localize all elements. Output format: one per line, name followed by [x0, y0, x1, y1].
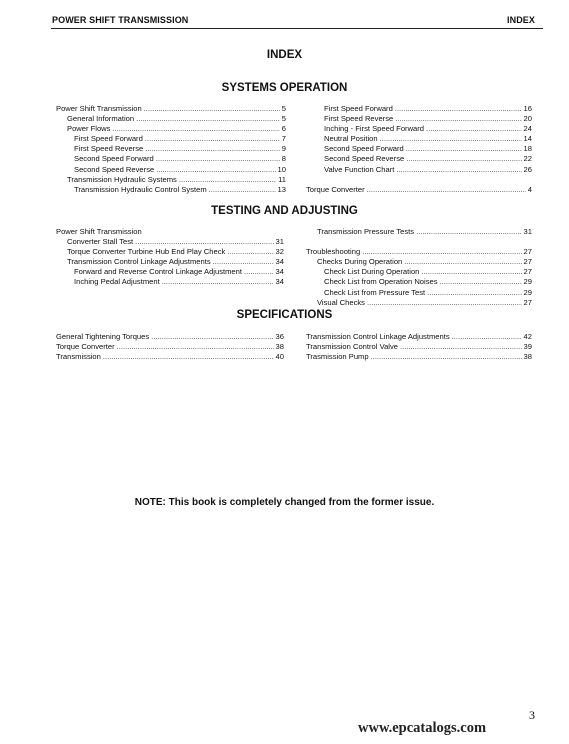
toc-leader-dots [426, 124, 522, 134]
toc-spacer [306, 237, 532, 247]
toc-entry-page: 5 [281, 114, 286, 124]
toc-entry-page: 7 [281, 134, 286, 144]
toc-entry [306, 267, 532, 277]
toc-entry-page: 18 [523, 144, 532, 154]
toc-entry-label: Check List from Operation Noises [324, 277, 438, 287]
toc-leader-dots [396, 165, 521, 175]
toc-entry-label: Transmission Control Valve [306, 342, 398, 352]
toc-entry-page: 27 [523, 297, 532, 307]
toc-entry-page: 22 [523, 154, 532, 164]
toc-entry [56, 124, 286, 134]
toc-entry [56, 227, 284, 237]
toc-leader-dots [156, 165, 275, 175]
toc-leader-dots [400, 342, 522, 352]
toc-leader-dots [227, 247, 273, 257]
header-rule [51, 28, 543, 29]
toc-spacer [306, 175, 532, 185]
toc-entry [306, 298, 532, 308]
toc-leader-dots [103, 352, 274, 362]
toc-leader-dots [209, 185, 276, 195]
toc-column [306, 227, 532, 308]
toc-entry [306, 144, 532, 154]
toc-column [56, 332, 284, 362]
toc-leader-dots [151, 332, 273, 342]
page-number: 3 [529, 708, 535, 722]
toc-leader-dots [404, 257, 521, 267]
toc-leader-dots [395, 114, 521, 124]
toc-entry-label: Inching Pedal Adjustment [74, 277, 160, 287]
header-left: POWER SHIFT TRANSMISSION [52, 15, 189, 25]
toc-entry [56, 257, 284, 267]
toc-entry-page: 9 [281, 144, 286, 154]
toc-leader-dots [145, 144, 280, 154]
toc-entry [56, 175, 286, 185]
toc-entry-page: 34 [275, 267, 284, 277]
toc-entry-label: General Information [67, 114, 135, 124]
toc-leader-dots [179, 175, 276, 185]
toc-leader-dots [406, 144, 522, 154]
toc-entry [306, 185, 532, 195]
toc-entry [306, 352, 532, 362]
toc-entry-page: 5 [281, 104, 286, 113]
toc-entry-page: 27 [523, 247, 532, 257]
toc-entry [306, 134, 532, 144]
toc-entry [306, 154, 532, 164]
toc-entry-label: Forward and Reverse Control Linkage Adjustment [74, 267, 242, 277]
toc-entry-page: 6 [281, 124, 286, 134]
toc-entry-page: 13 [277, 184, 286, 194]
toc-leader-dots [406, 154, 521, 164]
toc-entry-label: Check List During Operation [324, 267, 420, 277]
toc-leader-dots [162, 277, 274, 287]
toc-entry [306, 288, 532, 298]
toc-leader-dots [117, 342, 274, 352]
toc-leader-dots [380, 134, 522, 144]
toc-entry [56, 277, 284, 287]
toc-entry [306, 342, 532, 352]
toc-entry-label: Transmission Control Linkage Adjustments [306, 332, 450, 341]
toc-entry-page: 10 [277, 164, 286, 174]
section-title-systems-operation: SYSTEMS OPERATION [221, 82, 348, 94]
toc-entry-page: 4 [527, 184, 532, 194]
toc-entry-label: Converter Stall Test [67, 237, 134, 247]
toc-entry-page: 20 [523, 114, 532, 124]
toc-entry-label: First Speed Forward [324, 104, 393, 113]
toc-entry-label: Inching - First Speed Forward [324, 124, 425, 134]
toc-entry-label: Trasmission Pump [306, 352, 369, 362]
toc-entry [56, 237, 284, 247]
toc-leader-dots [371, 352, 522, 362]
toc-entry-page: 40 [275, 352, 284, 362]
toc-entry-page: 42 [523, 332, 532, 341]
toc-entry-page: 36 [275, 332, 284, 341]
toc-entry-page: 29 [523, 277, 532, 287]
toc-entry [56, 114, 286, 124]
toc-entry-label: Transmission Pressure Tests [317, 227, 415, 236]
toc-leader-dots [367, 185, 526, 195]
section-title-testing-adjusting: TESTING AND ADJUSTING [211, 205, 358, 217]
toc-entry-page: 38 [523, 352, 532, 362]
toc-entry-label: Check List from Pressure Test [324, 287, 426, 297]
toc-entry-label: Second Speed Reverse [324, 154, 405, 164]
toc-entry-page: 31 [523, 227, 532, 236]
toc-entry [306, 124, 532, 134]
toc-entry [56, 104, 286, 114]
toc-entry [56, 144, 286, 154]
toc-entry-label: Valve Function Chart [324, 164, 395, 174]
toc-leader-dots [427, 288, 521, 298]
toc-entry-page: 26 [523, 164, 532, 174]
toc-entry-page: 34 [275, 257, 284, 267]
toc-entry [56, 185, 286, 195]
toc-entry [306, 247, 532, 257]
toc-leader-dots [213, 257, 274, 267]
toc-entry-label: Power Shift Transmission [56, 227, 142, 236]
toc-entry [56, 154, 286, 164]
toc-entry-page: 29 [523, 287, 532, 297]
toc-entry-page: 11 [278, 174, 286, 184]
toc-column [56, 227, 284, 288]
watermark-url: www.epcatalogs.com [358, 720, 487, 736]
toc-leader-dots [136, 114, 280, 124]
toc-column [306, 332, 532, 362]
toc-entry-label: Transmission Hydraulic Systems [67, 174, 177, 184]
toc-entry-page: 38 [275, 342, 284, 352]
toc-leader-dots [112, 124, 279, 134]
toc-entry-page: 8 [281, 154, 286, 164]
toc-entry-page: 27 [523, 267, 532, 277]
toc-entry [306, 277, 532, 287]
toc-leader-dots [362, 247, 521, 257]
toc-leader-dots [395, 104, 522, 114]
toc-entry [56, 267, 284, 277]
toc-entry-label: Second Speed Reverse [74, 164, 155, 174]
toc-entry [306, 257, 532, 267]
toc-entry-label: Visual Checks [317, 297, 365, 307]
toc-column [306, 104, 532, 195]
toc-entry [306, 104, 532, 114]
toc-leader-dots [244, 267, 274, 277]
toc-entry [56, 247, 284, 257]
toc-entry-label: First Speed Forward [74, 134, 143, 144]
toc-entry-page: 34 [275, 277, 284, 287]
toc-entry [56, 352, 284, 362]
toc-leader-dots [421, 267, 521, 277]
change-note: NOTE: This book is completely changed from the former issue. [134, 497, 435, 508]
toc-entry-label: Second Speed Forward [324, 144, 404, 154]
toc-leader-dots [156, 154, 280, 164]
toc-entry-label: Torque Converter Turbine Hub End Play Check [67, 247, 226, 257]
section-title-specifications: SPECIFICATIONS [236, 309, 333, 321]
toc-entry-label: Power Shift Transmission [56, 104, 142, 113]
toc-entry-page: 24 [523, 124, 532, 134]
toc-entry-label: Torque Converter [56, 342, 115, 352]
toc-entry-label: Troubleshooting [306, 247, 361, 257]
toc-entry [56, 342, 284, 352]
toc-leader-dots [144, 104, 280, 114]
toc-entry [56, 332, 284, 342]
toc-entry-page: 32 [275, 247, 284, 257]
toc-entry-page: 27 [523, 257, 532, 267]
toc-entry-label: Checks During Operation [317, 257, 403, 267]
toc-entry-page: 39 [523, 342, 532, 352]
toc-entry [306, 332, 532, 342]
toc-leader-dots [440, 277, 522, 287]
toc-leader-dots [135, 237, 273, 247]
toc-leader-dots [145, 134, 280, 144]
toc-entry-label: Torque Converter [306, 184, 365, 194]
toc-leader-dots [452, 332, 522, 342]
toc-entry-label: First Speed Reverse [324, 114, 394, 124]
toc-column [56, 104, 286, 195]
toc-entry-label: Transmission [56, 352, 101, 362]
toc-entry-label: Power Flows [67, 124, 111, 134]
page-title: INDEX [266, 49, 303, 61]
toc-entry [56, 165, 286, 175]
toc-entry-page: 16 [523, 104, 532, 113]
toc-leader-dots [367, 298, 522, 308]
toc-entry-label: First Speed Reverse [74, 144, 144, 154]
toc-entry-label: General Tightening Torques [56, 332, 150, 341]
toc-entry-label: Neutral Position [324, 134, 378, 144]
header-right: INDEX [507, 15, 536, 25]
toc-leader-dots [416, 227, 521, 237]
toc-entry-label: Transmission Hydraulic Control System [74, 184, 207, 194]
toc-entry [306, 165, 532, 175]
toc-entry-label: Transmission Control Linkage Adjustments [67, 257, 211, 267]
toc-entry-page: 14 [523, 134, 532, 144]
toc-entry-label: Second Speed Forward [74, 154, 154, 164]
toc-entry [306, 227, 532, 237]
toc-entry-page: 31 [275, 237, 284, 247]
toc-entry [306, 114, 532, 124]
toc-entry [56, 134, 286, 144]
